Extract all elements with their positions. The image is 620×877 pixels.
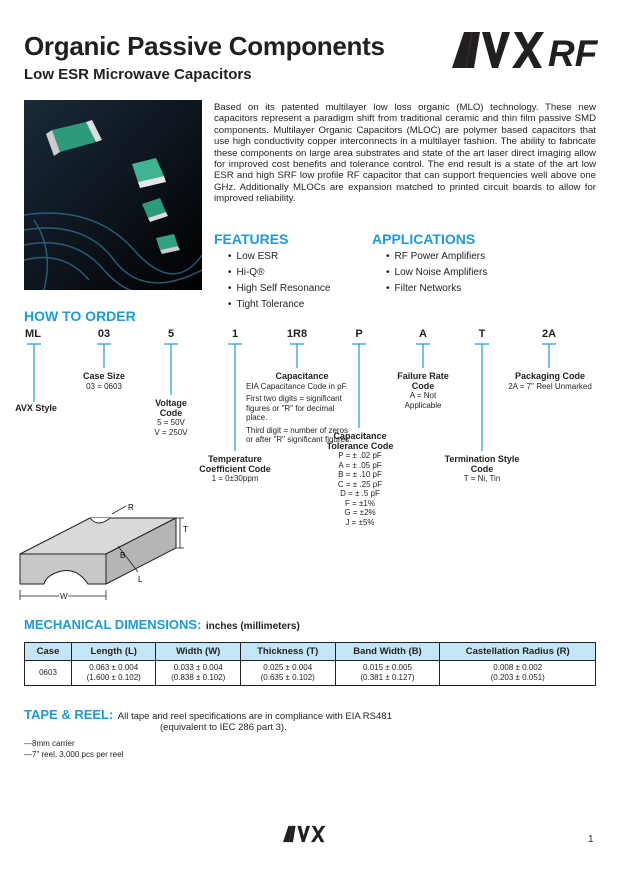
code-failure: A [419,328,427,340]
intro-paragraph: Based on its patented multilayer low loss organic (MLO) technology. These new capacitors represent a paradigm shift from traditional ceramic and thin film passive SMD components. Multilayer Organic Capacitors (MLOC) are polymer based capacitors that use high conductivity copper interconnects in a multilayer fashion. The ability to fabricate these components on large area substrates and state of the art laser direct imaging allow for improved cost benefits and tolerance control. The end result is a state of the art low ESR and high SRF low profile RF capacitor that can support frequencies well above one GHz. Additionally MLOCs are expansion matched to printed circuit boards to allow for improved reliability. [214,102,596,205]
dim-label-b: B [120,551,126,560]
application-item: • RF Power Amplifiers [386,251,487,262]
cell-inch: 0.008 ± 0.002 [493,663,543,672]
code-case: 03 [97,328,111,340]
packaging-title: Packaging Code [514,371,586,381]
tolerance-line: P = ± .02 pF [338,451,382,460]
dim-label-r: R [128,503,134,512]
col-header: Band Width (B) [335,643,440,661]
tape-title: TAPE & REEL: [24,707,114,722]
feature-item: • High Self Resonance [228,283,330,294]
temperature-title: Temperature [208,454,262,464]
code-tolerance: P [355,328,363,340]
packaging-line: 2A = 7" Reel Unmarked [508,381,592,391]
tape-line2: (equivalent to IEC 286 part 3). [160,722,287,733]
capacitance-line: figures or "R" for decimal [246,403,335,413]
how-to-order-heading: HOW TO ORDER [24,308,136,324]
case-size-title: Case Size [82,371,126,381]
voltage-title2: Code [159,407,183,418]
applications-heading: APPLICATIONS [372,231,476,247]
termination-label [436,455,528,484]
col-header: Length (L) [72,643,156,661]
feature-item: • Tight Tolerance [228,299,330,310]
tape-notes [24,738,123,760]
tolerance-line: A = ± .05 pF [338,460,382,470]
cell-band-width [335,661,440,686]
capacitance-line: EIA Capacitance Code in pF. [246,381,348,391]
capacitor-dimension-diagram [18,500,198,602]
tolerance-line: C = ± .25 pF [337,479,383,489]
page-title: Organic Passive Components [24,31,385,61]
dim-label-l: L [138,575,143,584]
code-termination: T [478,328,486,340]
application-item: • Filter Networks [386,283,487,294]
case-size-label [70,372,138,391]
temperature-title2: Coefficient Code [199,463,271,474]
tolerance-label [322,432,398,527]
capacitance-line: First two digits = significant [246,394,342,403]
temperature-label [188,455,282,484]
capacitance-line: Third digit = number of zeros [246,425,349,435]
voltage-label [140,399,202,437]
avx-style-title: AVX Style [15,403,57,413]
table-header-row [25,643,596,661]
avx-style-label [10,404,62,414]
col-header: Width (W) [156,643,240,661]
capacitance-line: or after "R" significant figures. [246,435,352,444]
code-ml: ML [25,328,41,340]
page-subtitle: Low ESR Microwave Capacitors [24,66,252,83]
failure-line: A = Not [409,391,437,400]
failure-rate-label [392,372,454,410]
cell-mm: (1.600 ± 0.102) [86,673,141,682]
tolerance-line: G = ±2% [344,508,376,517]
svg-text:RF: RF [548,33,598,70]
cell-length [72,661,156,686]
voltage-line: V = 250V [154,427,188,437]
code-capacitance: 1R8 [286,328,308,340]
col-header: Castellation Radius (R) [440,643,596,661]
tolerance-line: J = ±5% [345,517,375,527]
cell-mm: (0.203 ± 0.051) [490,673,545,682]
failure-title: Failure Rate [397,371,449,381]
cell-inch: 0.063 ± 0.004 [89,663,139,672]
voltage-title: Voltage [155,398,187,408]
mechanical-units: inches (millimeters) [205,621,300,632]
termination-title: Termination Style [444,454,520,464]
table-row [25,661,596,686]
termination-line: T = Ni, Tin [463,474,501,483]
cell-inch: 0.025 ± 0.004 [263,663,313,672]
code-temperature: 1 [231,328,239,340]
dim-label-t: T [183,525,188,534]
tolerance-title: Capacitance [333,431,387,441]
col-header: Case [25,643,72,661]
tolerance-line: F = ±1% [345,498,375,508]
tolerance-line: D = ± .5 pF [340,489,380,498]
tape-note: —7" reel, 3,000 pcs per reel [24,750,124,759]
avx-footer-logo [283,825,337,843]
cell-mm: (0.838 ± 0.102) [171,673,226,682]
capacitance-title: Capacitance [275,371,329,381]
cell-mm: (0.381 ± 0.127) [360,673,415,682]
code-voltage: 5 [167,328,175,340]
dimensions-table [24,642,596,686]
voltage-line: 5 = 50V [157,418,185,427]
tolerance-line: B = ± .10 pF [338,470,382,479]
cell-inch: 0.015 ± 0.005 [363,663,412,672]
case-size-line: 03 = 0603 [86,381,122,391]
col-header: Thickness (T) [240,643,335,661]
failure-title2: Code [411,380,435,391]
mechanical-heading [24,616,300,634]
termination-title2: Code [470,463,494,474]
temperature-line: 1 = 0±30ppm [211,474,259,483]
application-item: • Low Noise Amplifiers [386,267,487,278]
cell-mm: (0.635 ± 0.102) [260,673,315,682]
tolerance-title2: Tolerance Code [326,440,394,451]
cell-castellation [440,661,596,686]
tape-line1: All tape and reel specifications are in compliance with EIA RS481 [117,711,392,722]
mechanical-title: MECHANICAL DIMENSIONS: [24,617,202,632]
packaging-label [504,372,596,391]
feature-item: • Low ESR [228,251,330,262]
failure-line: Applicable [404,400,442,410]
dim-label-w: W [60,592,68,601]
cell-case: 0603 [25,661,72,686]
features-heading: FEATURES [214,231,289,247]
feature-item: • Hi-Q® [228,267,330,278]
cell-width [156,661,240,686]
cell-thickness [240,661,335,686]
tape-note: —8mm carrier [24,739,75,748]
code-packaging: 2A [541,328,557,340]
cell-inch: 0.033 ± 0.004 [173,663,223,672]
page-number: 1 [588,834,594,845]
capacitance-line: place. [246,413,268,422]
